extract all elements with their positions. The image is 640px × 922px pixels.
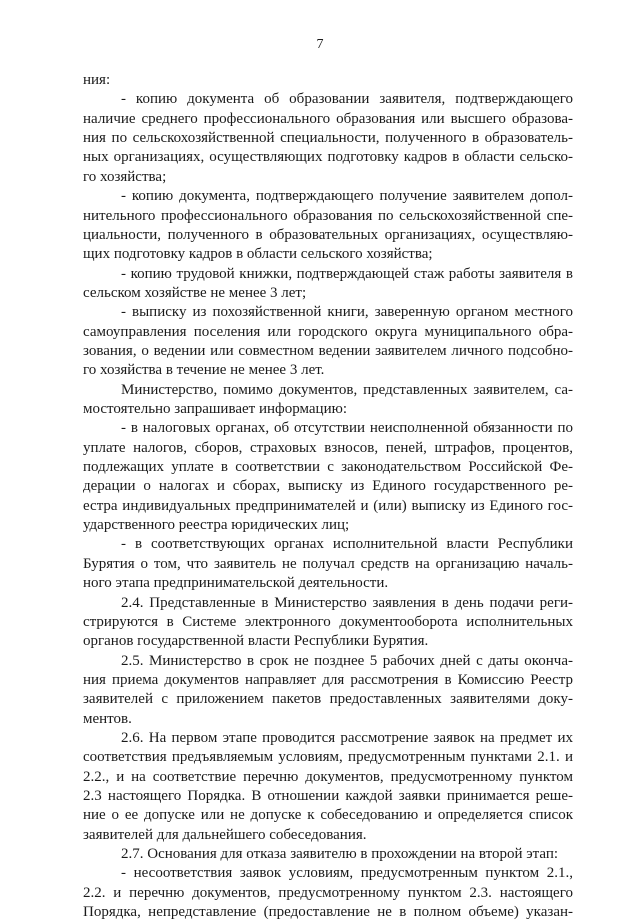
text-line: - в налоговых органах, об отсутствии неисполненной обязанности по <box>121 420 573 437</box>
text-line: заявителей для дальнейшего собеседования. <box>83 826 367 843</box>
text-line: ние о ее допуске или не допуске к собеседованию и определяется список <box>83 807 573 824</box>
text-line: ударственного реестра юридических лиц; <box>83 517 350 533</box>
text-line: 2.6. На первом этапе проводится рассмотрение заявок на предмет их <box>121 729 573 746</box>
text-line: ния: <box>83 72 111 88</box>
text-line: го хозяйства в течение не менее 3 лет. <box>83 362 325 379</box>
text-line: 2.4. Представленные в Министерство заявления в день подачи реги- <box>121 594 573 611</box>
text-line: самоуправления поселения или городского округа муниципального обра- <box>83 323 573 340</box>
text-line: - в соответствующих органах исполнительной власти Республики <box>121 536 573 553</box>
text-line: ных организациях, осуществляющих подготовку кадров в области сельско- <box>83 149 573 166</box>
text-line: ного этапа предпринимательской деятельности. <box>83 575 389 592</box>
text-line: Порядка, непредставление (предоставление не в полном объеме) указан- <box>83 904 573 921</box>
text-line: мостоятельно запрашивает информацию: <box>83 401 347 417</box>
text-line: Бурятия о том, что заявитель не получал средств на организацию началь- <box>83 555 573 572</box>
text-line: Министерство, помимо документов, представленных заявителем, са- <box>121 381 573 398</box>
text-line: го хозяйства; <box>83 168 167 185</box>
text-line: 2.5. Министерство в срок не позднее 5 рабочих дней с даты оконча- <box>121 652 573 669</box>
text-line: щих подготовку кадров в области сельского хозяйства; <box>83 246 433 263</box>
text-line: - копию трудовой книжки, подтверждающей стаж работы заявителя в <box>121 265 573 282</box>
text-line: естра индивидуальных предпринимателей и (или) выписку из Единого гос- <box>83 497 573 514</box>
text-line: соответствия предъявляемым условиям, предусмотренным пунктами 2.1. и <box>83 749 573 766</box>
text-line: ния приема документов направляет для рассмотрения в Комиссию Реестр <box>83 671 573 688</box>
text-line: 2.3 настоящего Порядка. В отношении каждой заявки принимается реше- <box>83 788 573 804</box>
text-line: 2.7. Основания для отказа заявителю в прохождении на второй этап: <box>121 846 559 862</box>
text-line: дерации о налогах и сборах, выписку из Единого государственного ре- <box>83 478 573 495</box>
text-line: ментов. <box>83 710 132 727</box>
text-line: 2.2. и перечню документов, предусмотренному пунктом 2.3. настоящего <box>83 884 573 901</box>
text-line: наличие среднего профессионального образования или высшего образова- <box>83 110 573 127</box>
text-line: органов государственной власти Республики Бурятия. <box>83 633 429 650</box>
text-line: - копию документа, подтверждающего получение заявителем допол- <box>121 188 573 205</box>
text-line: сельском хозяйстве не менее 3 лет; <box>83 284 307 301</box>
text-line: заявителей с приложением пакетов предоставленных заявителями доку- <box>83 691 573 708</box>
text-line: уплате налогов, сборов, страховых взносов, пеней, штрафов, процентов, <box>83 439 573 456</box>
text-line: подлежащих уплате в соответствии с законодательством Российской Фе- <box>83 459 573 475</box>
page-number: 7 <box>316 37 324 52</box>
text-line: зования, о ведении или совместном ведении заявителем личного подсобно- <box>83 342 573 359</box>
text-line: нительного профессионального образования по сельскохозяйственной спе- <box>83 207 573 224</box>
text-line: ния по сельскохозяйственной специальности, полученного в образователь- <box>83 130 573 147</box>
text-line: циальности, полученного в образовательных организациях, осуществляю- <box>83 226 573 243</box>
text-line: - копию документа об образовании заявителя, подтверждающего <box>121 91 573 108</box>
text-line: - несоответствия заявок условиям, предусмотренным пунктом 2.1., <box>121 865 573 882</box>
text-line: 2.2., и на соответствие перечню документов, предусмотренному пунктом <box>83 768 573 785</box>
text-line: стрируются в Системе электронного документооборота исполнительных <box>83 613 573 630</box>
text-line: - выписку из похозяйственной книги, заверенную органом местного <box>121 304 573 321</box>
